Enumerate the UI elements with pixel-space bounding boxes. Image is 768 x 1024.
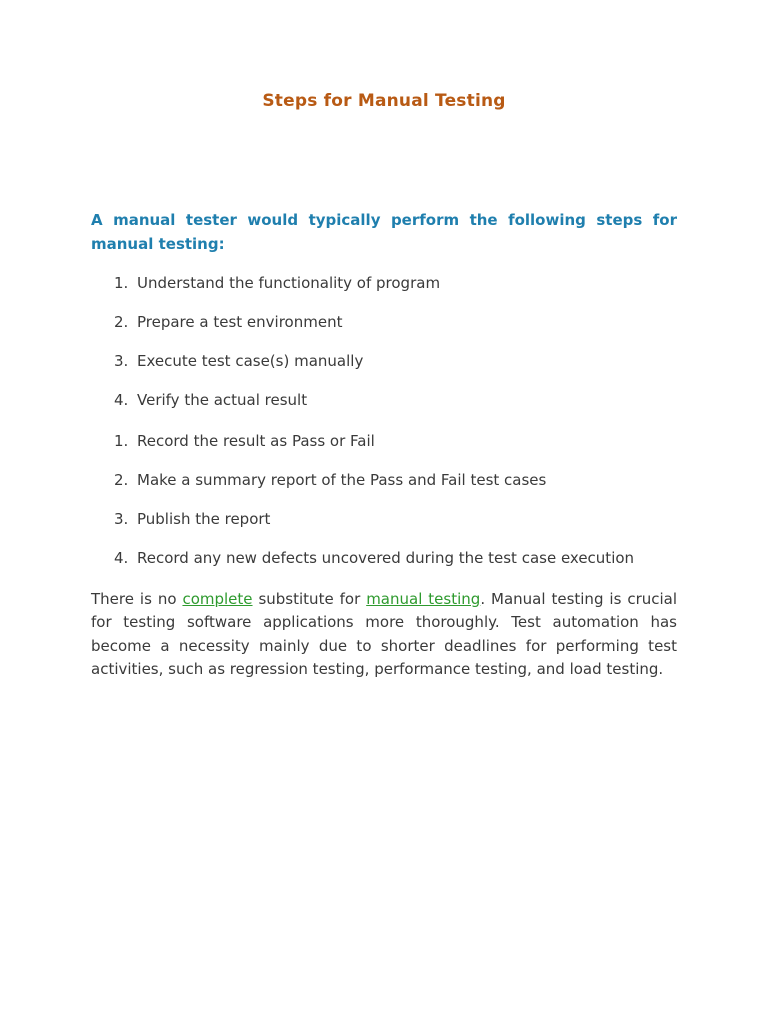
list-item-number: 2.: [114, 471, 129, 489]
list-item: [91, 391, 677, 430]
complete-link[interactable]: complete: [182, 590, 253, 608]
list-item: [91, 352, 677, 391]
list-item-text: Record any new defects uncovered during the test case execution: [137, 549, 635, 567]
body-paragraph: [91, 588, 677, 681]
list-item: [91, 432, 677, 471]
manual-testing-link[interactable]: manual testing: [366, 590, 481, 608]
intro-heading: A manual tester would typically perform the following steps for manual testing:: [91, 211, 677, 253]
paragraph-text: . Manual testing is crucial for testing software applications more thoroughly. Test automation has become a necessity mainly due to shorter deadlines for performing test activities, such as regression testing, performance testing, and load testing.: [91, 590, 678, 678]
list-item-number: 3.: [114, 352, 129, 370]
list-item-text: Prepare a test environment: [137, 313, 343, 331]
paragraph-text: substitute for: [252, 590, 367, 608]
steps-list-second: [91, 432, 677, 588]
list-item: [91, 510, 677, 549]
list-item-text: Record the result as Pass or Fail: [137, 432, 375, 450]
list-item-number: 3.: [114, 510, 129, 528]
list-item-text: Execute test case(s) manually: [137, 352, 364, 370]
list-item: [91, 274, 677, 313]
list-item-text: Verify the actual result: [137, 391, 308, 409]
list-item: [91, 471, 677, 510]
list-item-number: 1.: [114, 432, 129, 450]
list-item-number: 2.: [114, 313, 129, 331]
list-item-text: Publish the report: [137, 510, 271, 528]
list-item: [91, 549, 677, 588]
steps-list-first: [91, 274, 677, 430]
list-item-number: 4.: [114, 391, 129, 409]
paragraph-text: There is no: [91, 590, 183, 608]
page-title: Steps for Manual Testing: [262, 91, 506, 111]
list-item-text: Make a summary report of the Pass and Fail test cases: [137, 471, 547, 489]
list-item-text: Understand the functionality of program: [137, 274, 441, 292]
list-item: [91, 313, 677, 352]
list-item-number: 4.: [114, 549, 129, 567]
list-item-number: 1.: [114, 274, 129, 292]
